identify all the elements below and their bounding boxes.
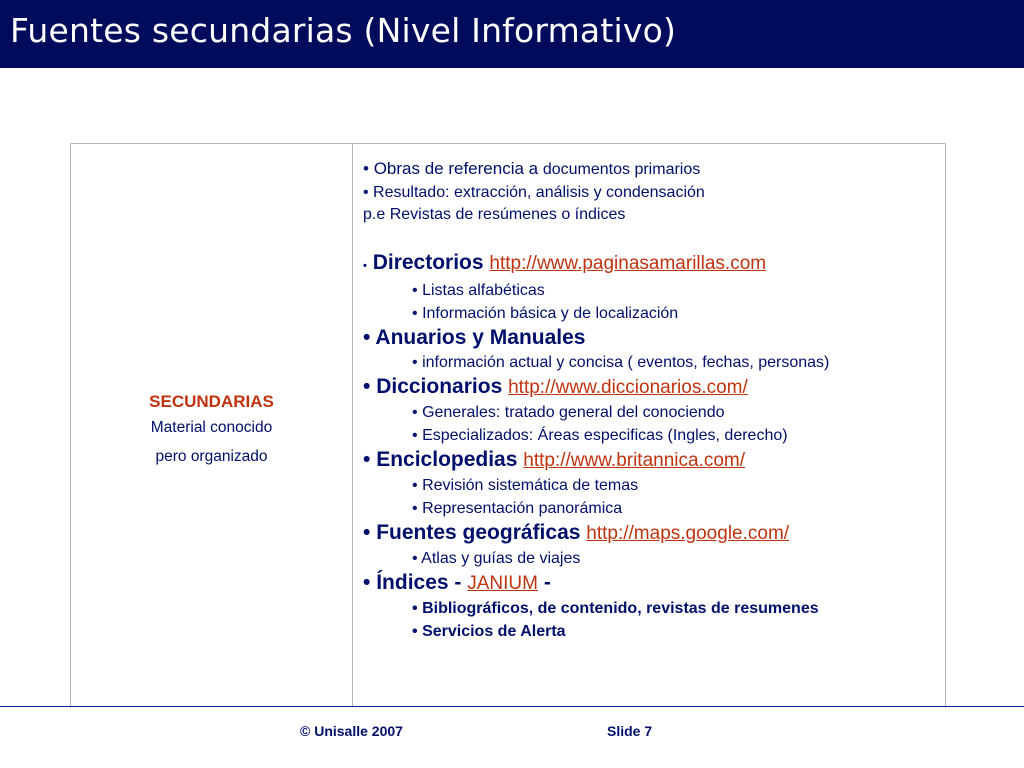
- reference-text: Obras de referencia a: [373, 159, 539, 178]
- geograficas-link[interactable]: http://maps.google.com/: [586, 523, 790, 544]
- sub-item: [363, 279, 941, 302]
- sub-item-text: Bibliográficos, de contenido, revistas de resumenes: [422, 600, 819, 617]
- footer-slide-number: Slide 7: [607, 723, 653, 739]
- geograficas-label: Fuentes geográficas: [376, 521, 581, 544]
- footer-divider: [0, 706, 1024, 707]
- sub-item-text: Revisión sistemática de temas: [422, 477, 639, 494]
- content-table: [70, 143, 946, 707]
- bullet-icon: •: [363, 448, 371, 471]
- sub-item-text: Servicios de Alerta: [422, 623, 566, 640]
- category-desc-line1: Material conocido: [150, 419, 273, 436]
- bullet-icon: •: [363, 184, 369, 201]
- janium-link[interactable]: JANIUM: [467, 573, 538, 594]
- list-item-directorios: [363, 250, 941, 279]
- indices-label: Índices -: [376, 571, 462, 594]
- example-line: p.e Revistas de resúmenes o índices: [363, 206, 626, 223]
- bullet-icon: •: [363, 571, 371, 594]
- bullet-icon: •: [363, 521, 371, 544]
- sub-item-text: información actual y concisa ( eventos, fechas, personas): [422, 354, 830, 371]
- sub-item: [363, 620, 941, 643]
- directorios-link[interactable]: http://www.paginasamarillas.com: [489, 253, 767, 274]
- resultado-text: Resultado: extracción, análisis y condensación: [368, 184, 705, 201]
- list-item-diccionarios: [363, 374, 941, 401]
- list-item-reference: [363, 157, 941, 182]
- footer-copyright: © Unisalle 2007: [300, 723, 403, 739]
- bullet-icon: •: [412, 404, 418, 421]
- anuarios-label: Anuarios y Manuales: [375, 326, 586, 349]
- list-item-indices: [363, 570, 941, 597]
- sub-item: [363, 302, 941, 325]
- bullet-icon: •: [412, 623, 418, 640]
- list-item-anuarios: [363, 325, 941, 351]
- sub-item-text: Listas alfabéticas: [422, 282, 545, 299]
- sub-item-text: Especializados: Áreas especificas (Ingles, derecho): [422, 427, 788, 444]
- sub-item-text: Representación panorámica: [422, 500, 623, 517]
- category-text: [71, 391, 352, 471]
- sub-item: [363, 401, 941, 424]
- directorios-label: Directorios: [372, 251, 484, 274]
- sub-item: [363, 547, 941, 570]
- enciclopedias-link[interactable]: http://www.britannica.com/: [523, 450, 746, 471]
- slide-title: Fuentes secundarias (Nivel Informativo): [10, 11, 677, 50]
- sub-item: [363, 351, 941, 374]
- reference-text-small: documentos primarios: [542, 161, 701, 178]
- bullet-icon: •: [363, 326, 371, 349]
- category-desc-line2: pero organizado: [155, 448, 268, 465]
- enciclopedias-label: Enciclopedias: [376, 448, 518, 471]
- bullet-icon: •: [412, 500, 418, 517]
- sub-item: [363, 597, 941, 620]
- title-bar: [0, 0, 1024, 68]
- sub-item: [363, 497, 941, 520]
- list-item-enciclopedias: [363, 447, 941, 474]
- sub-item: [363, 474, 941, 497]
- bullet-icon: •: [363, 375, 371, 398]
- bullet-icon: •: [363, 159, 369, 178]
- sub-item-text: Generales: tratado general del conociendo: [422, 404, 725, 421]
- list-item-resultado: [363, 182, 941, 204]
- description-cell: [353, 144, 945, 706]
- bullet-icon: •: [412, 427, 418, 444]
- list-item-geograficas: [363, 520, 941, 547]
- category-heading: SECUNDARIAS: [149, 392, 274, 411]
- indices-suffix: -: [537, 571, 551, 594]
- sub-item-text: Atlas y guías de viajes: [421, 550, 581, 567]
- bullet-icon: •: [363, 260, 367, 272]
- diccionarios-link[interactable]: http://www.diccionarios.com/: [508, 377, 748, 398]
- bullet-icon: •: [412, 600, 418, 617]
- diccionarios-label: Diccionarios: [376, 375, 503, 398]
- bullet-icon: •: [412, 354, 418, 371]
- bullet-icon: •: [412, 305, 418, 322]
- category-cell: [71, 144, 353, 706]
- spacer: [363, 226, 941, 250]
- bullet-icon: •: [412, 282, 418, 299]
- sub-item-text: Información básica y de localización: [422, 305, 679, 322]
- bullet-icon: •: [412, 550, 418, 567]
- description-list: [363, 157, 941, 643]
- bullet-icon: •: [412, 477, 418, 494]
- sub-item: [363, 424, 941, 447]
